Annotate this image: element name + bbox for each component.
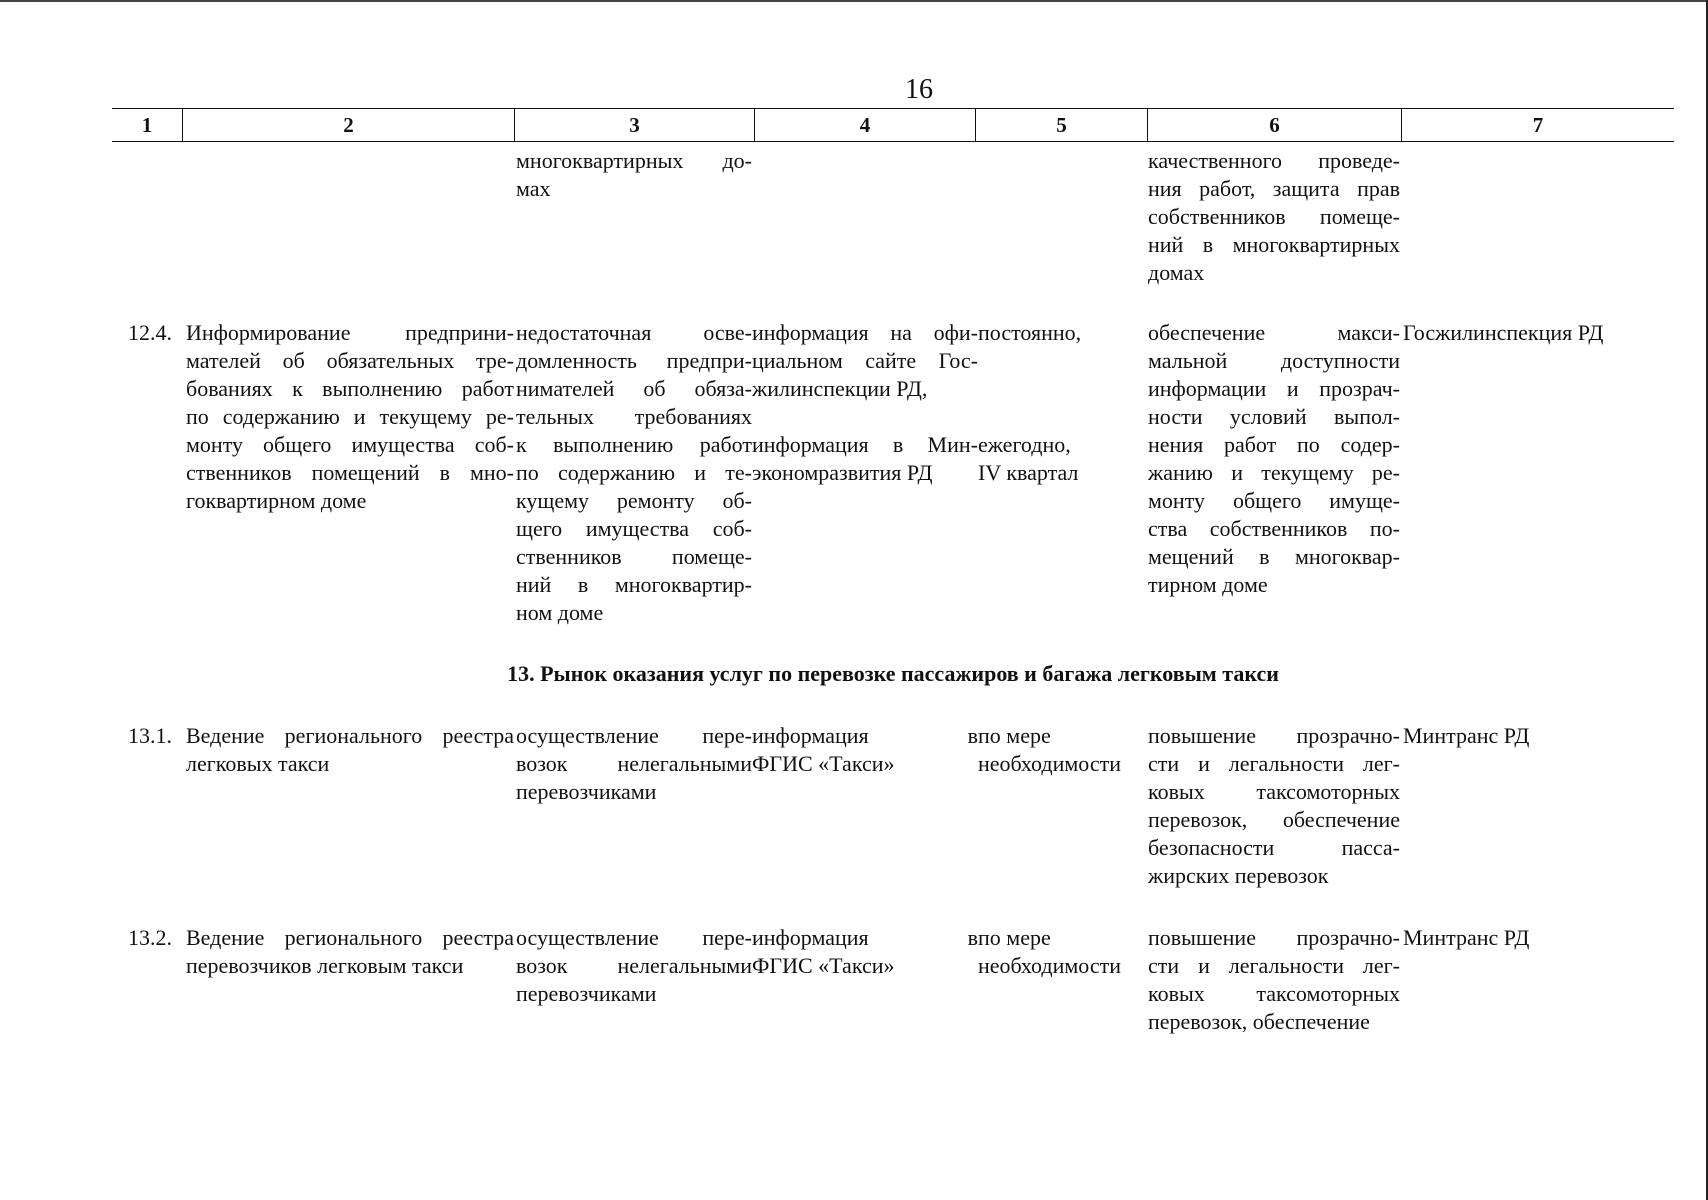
text-line: нимателей об обяза- bbox=[516, 376, 752, 401]
cell-indicator bbox=[752, 924, 978, 980]
text-line: ственников помеще- bbox=[516, 544, 752, 569]
text-line: ковых таксомоторных bbox=[1148, 779, 1400, 804]
text-line: постоянно, bbox=[978, 320, 1082, 345]
text-line: легковых такси bbox=[186, 751, 330, 776]
cell-responsible: Минтранс РД bbox=[1403, 925, 1530, 950]
text-line: мателей об обязательных тре- bbox=[186, 348, 514, 373]
cell-result bbox=[1148, 924, 1400, 1036]
text-line: по содержанию и те- bbox=[516, 460, 752, 485]
text-line: кущему ремонту об- bbox=[516, 488, 752, 513]
text-line: информация в bbox=[752, 925, 978, 950]
cell-result bbox=[1148, 722, 1400, 890]
text-line: нения работ по содер- bbox=[1148, 432, 1400, 457]
text-line: перевозчиками bbox=[516, 981, 657, 1006]
cell-result bbox=[1148, 147, 1400, 287]
text-line: тирном доме bbox=[1148, 572, 1268, 597]
text-line: повышение прозрачно- bbox=[1148, 723, 1400, 748]
header-col-5: 5 bbox=[976, 109, 1148, 141]
header-col-1: 1 bbox=[112, 109, 183, 141]
text-line: монту общего имущества соб- bbox=[186, 432, 514, 457]
text-line: мальной доступности bbox=[1148, 348, 1400, 373]
text-line: жанию и текущему ре- bbox=[1148, 460, 1400, 485]
text-line: недостаточная осве- bbox=[516, 320, 752, 345]
header-col-7: 7 bbox=[1532, 112, 1544, 137]
text-line: по мере bbox=[978, 925, 1051, 950]
text-line: информация в bbox=[752, 723, 978, 748]
text-line: перевозок, обеспечение bbox=[1148, 1009, 1370, 1034]
text-line: к выполнению работ bbox=[516, 432, 752, 457]
text-line: гоквартирном доме bbox=[186, 488, 367, 513]
text-line: сти и легальности лег- bbox=[1148, 953, 1400, 978]
cell-measure bbox=[186, 319, 514, 515]
section-heading-13: 13. Рынок оказания услуг по перевозке пассажиров и багажа легковым такси bbox=[507, 661, 1279, 686]
indicator-website bbox=[752, 319, 978, 403]
row-number: 13.1. bbox=[128, 723, 172, 748]
deadline-yearly bbox=[978, 431, 1152, 487]
cell-measure bbox=[186, 924, 514, 980]
text-line: информация в Мин- bbox=[752, 432, 978, 457]
cell-problem bbox=[516, 147, 752, 203]
text-line: Информирование предприни- bbox=[186, 320, 514, 345]
cell-problem bbox=[516, 722, 752, 806]
cell-measure bbox=[186, 722, 514, 778]
text-line: по мере bbox=[978, 723, 1051, 748]
text-line: информация на офи- bbox=[752, 320, 978, 345]
text-line: осуществление пере- bbox=[516, 925, 752, 950]
header-col-4: 4 bbox=[755, 109, 976, 141]
row-number: 13.2. bbox=[128, 925, 172, 950]
text-line: собственников помеще- bbox=[1148, 204, 1400, 229]
header-col-6: 6 bbox=[1148, 109, 1402, 141]
text-line: монту общего имуще- bbox=[1148, 488, 1400, 513]
cell-problem bbox=[516, 924, 752, 1008]
text-line: домах bbox=[1148, 260, 1205, 285]
text-line: перевозок, обеспечение bbox=[1148, 807, 1400, 832]
text-line: информации и прозрач- bbox=[1148, 376, 1400, 401]
cell-deadline bbox=[978, 319, 1152, 487]
text-line: Ведение регионального реестра bbox=[186, 723, 514, 748]
text-line: ства собственников по- bbox=[1148, 516, 1400, 541]
text-line: жилинспекции РД, bbox=[752, 376, 928, 401]
cell-result bbox=[1148, 319, 1400, 599]
text-line: Ведение регионального реестра bbox=[186, 925, 514, 950]
cell-indicator bbox=[752, 319, 978, 487]
text-line: ФГИС «Такси» bbox=[752, 953, 895, 978]
row-number: 12.4. bbox=[128, 320, 172, 345]
cell-problem bbox=[516, 319, 752, 627]
text-line: безопасности пасса- bbox=[1148, 835, 1400, 860]
text-line: экономразвития РД bbox=[752, 460, 933, 485]
text-line: ФГИС «Такси» bbox=[752, 751, 895, 776]
text-line: сти и легальности лег- bbox=[1148, 751, 1400, 776]
header-col-3: 3 bbox=[515, 109, 755, 141]
text-line: ности условий выпол- bbox=[1148, 404, 1400, 429]
text-line: перевозчиками bbox=[516, 779, 657, 804]
header-col-2: 2 bbox=[183, 109, 515, 141]
text-line: ний в многоквартир- bbox=[516, 572, 752, 597]
cell-deadline bbox=[978, 722, 1152, 778]
text-line: домленность предпри- bbox=[516, 348, 752, 373]
text-line: IV квартал bbox=[978, 460, 1079, 485]
page-number: 16 bbox=[905, 74, 933, 105]
text-line: ежегодно, bbox=[978, 432, 1071, 457]
text-line: перевозчиков легковым такси bbox=[186, 953, 464, 978]
deadline-permanent bbox=[978, 319, 1152, 347]
text-line: ний в многоквартирных bbox=[1148, 232, 1400, 257]
cell-indicator bbox=[752, 722, 978, 778]
text-line: щего имущества соб- bbox=[516, 516, 752, 541]
text-line: мах bbox=[516, 176, 551, 201]
text-line: жирских перевозок bbox=[1148, 863, 1329, 888]
cell-responsible: Госжилинспекция РД bbox=[1403, 320, 1604, 345]
text-line: циальном сайте Гос- bbox=[752, 348, 978, 373]
text-line: необходимости bbox=[978, 751, 1122, 776]
scan-top-edge bbox=[0, 0, 1708, 2]
cell-responsible: Минтранс РД bbox=[1403, 723, 1530, 748]
text-line: тельных требованиях bbox=[516, 404, 752, 429]
text-line: повышение прозрачно- bbox=[1148, 925, 1400, 950]
cell-deadline bbox=[978, 924, 1152, 980]
table-header bbox=[112, 108, 1674, 142]
text-line: ния работ, защита прав bbox=[1148, 176, 1400, 201]
text-line: осуществление пере- bbox=[516, 723, 752, 748]
text-line: возок нелегальными bbox=[516, 953, 752, 978]
text-line: ном доме bbox=[516, 600, 604, 625]
text-line: по содержанию и текущему ре- bbox=[186, 404, 514, 429]
text-line: обеспечение макси- bbox=[1148, 320, 1400, 345]
text-line: мещений в многоквар- bbox=[1148, 544, 1400, 569]
text-line: качественного проведе- bbox=[1148, 148, 1400, 173]
text-line: ковых таксомоторных bbox=[1148, 981, 1400, 1006]
text-line: ственников помещений в мно- bbox=[186, 460, 514, 485]
text-line: бованиях к выполнению работ bbox=[186, 376, 514, 401]
text-line: возок нелегальными bbox=[516, 751, 752, 776]
text-line: многоквартирных до- bbox=[516, 148, 752, 173]
text-line: необходимости bbox=[978, 953, 1122, 978]
indicator-ministry bbox=[752, 431, 978, 487]
